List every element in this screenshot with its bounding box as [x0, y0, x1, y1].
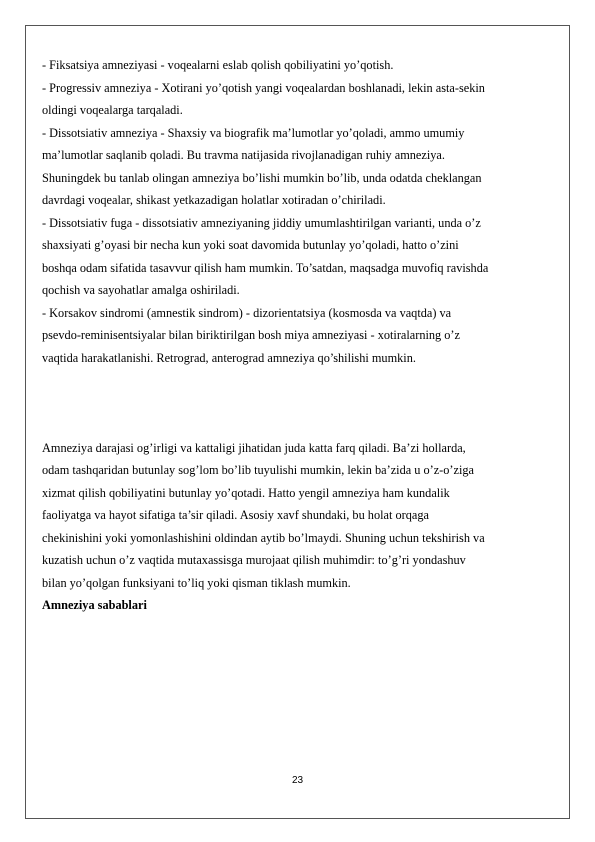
text-line: shaxsiyati g’oyasi bir necha kun yoki soat davomida butunlay yo’qoladi, hatto o’zini	[42, 238, 459, 252]
text-line: kuzatish uchun o’z vaqtida mutaxassisga murojaat qilish muhimdir: to’g’ri yondashuv	[42, 553, 466, 567]
text-line: - Fiksatsiya amneziyasi - voqealarni eslab qolish qobiliyatini yo’qotish.	[42, 58, 394, 72]
paragraph-gap	[42, 369, 554, 437]
text-line: xizmat qilish qobiliyatini butunlay yo’qotadi. Hatto yengil amneziya ham kundalik	[42, 485, 450, 500]
document-body	[42, 54, 554, 617]
text-line: Amneziya darajasi og’irligi va kattaligi jihatidan juda katta farq qiladi. Ba’zi hollarda,	[42, 440, 466, 455]
text-line: boshqa odam sifatida tasavvur qilish ham mumkin. To’satdan, maqsadga muvofiq ravishda	[42, 260, 489, 275]
text-line: odam tashqaridan butunlay sog’lom bo’lib tuyulishi mumkin, lekin ba’zida u o’z-o’ziga	[42, 463, 475, 477]
text-line: faoliyatga va hayot sifatiga ta’sir qiladi. Asosiy xavf shundaki, bu holat orqaga	[42, 508, 429, 522]
page-number: 23	[291, 775, 304, 786]
text-line: psevdo-reminisentsiyalar bilan biriktirilgan bosh miya amneziyasi - xotiralarning o’z	[42, 328, 460, 342]
text-line: ma’lumotlar saqlanib qoladi. Bu travma natijasida rivojlanadigan ruhiy amneziya.	[42, 148, 445, 162]
text-line: - Dissotsiativ fuga - dissotsiativ amneziyaning jiddiy umumlashtirilgan varianti, unda o’z	[42, 215, 481, 230]
section-heading: Amneziya sabablari	[42, 598, 147, 612]
text-line: oldingi voqealarga tarqaladi.	[42, 103, 183, 117]
text-line: bilan yo’qolgan funksiyani to’liq yoki qisman tiklash mumkin.	[42, 575, 351, 590]
text-line: vaqtida harakatlanishi. Retrograd, anterograd amneziya qo’shilishi mumkin.	[42, 350, 416, 365]
text-line: - Progressiv amneziya - Xotirani yo’qotish yangi voqealardan boshlanadi, lekin asta-sekin	[42, 80, 485, 95]
text-line: qochish va sayohatlar amalga oshiriladi.	[42, 283, 240, 297]
text-line: chekinishini yoki yomonlashishini oldindan aytib bo’lmaydi. Shuning uchun tekshirish va	[42, 530, 485, 545]
text-line: Shuningdek bu tanlab olingan amneziya bo’lishi mumkin bo’lib, unda odatda cheklangan	[42, 170, 482, 185]
text-line: davrdagi voqealar, shikast yetkazadigan holatlar xotiradan o’chiriladi.	[42, 193, 386, 207]
text-line: - Korsakov sindromi (amnestik sindrom) - dizorientatsiya (kosmosda va vaqtda) va	[42, 305, 452, 320]
text-line: - Dissotsiativ amneziya - Shaxsiy va biografik ma’lumotlar yo’qoladi, ammo umumiy	[42, 125, 465, 140]
